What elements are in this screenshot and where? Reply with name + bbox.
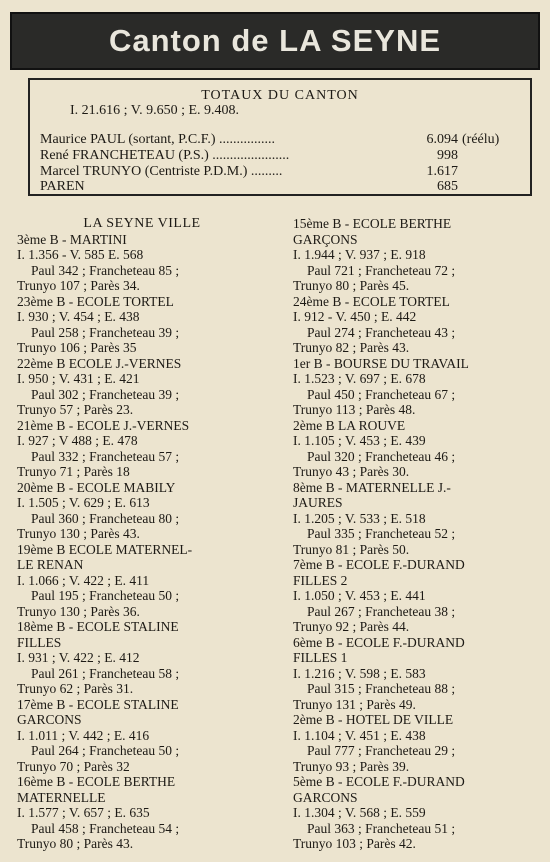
candidate-votes: 6.094 bbox=[426, 132, 458, 147]
result-line: Trunyo 130 ; Parès 43. bbox=[17, 526, 140, 541]
result-line: I. 1.105 ; V. 453 ; E. 439 bbox=[293, 433, 426, 448]
result-line: FILLES 2 bbox=[293, 572, 348, 588]
result-line: 17ème B - ECOLE STALINE bbox=[17, 696, 179, 712]
result-line: I. 1.505 ; V. 629 ; E. 613 bbox=[17, 495, 150, 510]
result-line: Paul 195 ; Francheteau 50 ; bbox=[31, 588, 180, 603]
candidate-votes: 1.617 bbox=[426, 164, 458, 179]
candidate-note: (réélu) bbox=[462, 132, 500, 147]
result-line: LE RENAN bbox=[17, 557, 84, 572]
result-line: Paul 721 ; Francheteau 72 ; bbox=[307, 262, 456, 278]
result-line: Paul 335 ; Francheteau 52 ; bbox=[307, 526, 456, 541]
result-line: GARCONS bbox=[293, 789, 358, 805]
result-line: I. 1.104 ; V. 451 ; E. 438 bbox=[293, 727, 426, 743]
result-line: I. 1.205 ; V. 533 ; E. 518 bbox=[293, 510, 426, 526]
result-line: 7ème B - ECOLE F.-DURAND bbox=[293, 557, 465, 572]
result-line: I. 950 ; V. 431 ; E. 421 bbox=[17, 371, 140, 386]
results-right-column bbox=[293, 216, 543, 852]
result-line: Paul 363 ; Francheteau 51 ; bbox=[307, 820, 456, 836]
result-line: I. 1.523 ; V. 697 ; E. 678 bbox=[293, 371, 426, 386]
result-line: Trunyo 80 ; Parès 43. bbox=[17, 836, 134, 851]
result-line: I. 931 ; V. 422 ; E. 412 bbox=[17, 650, 140, 665]
result-line: Paul 274 ; Francheteau 43 ; bbox=[307, 324, 456, 340]
result-line: 20ème B - ECOLE MABILY bbox=[17, 479, 176, 495]
result-line: Trunyo 131 ; Parès 49. bbox=[293, 696, 416, 712]
result-line: Paul 458 ; Francheteau 54 ; bbox=[31, 820, 180, 836]
result-line: Trunyo 103 ; Parès 42. bbox=[293, 836, 416, 851]
result-line: Paul 302 ; Francheteau 39 ; bbox=[31, 386, 180, 402]
result-line: I. 927 ; V 488 ; E. 478 bbox=[17, 433, 138, 448]
result-line: I. 930 ; V. 454 ; E. 438 bbox=[17, 309, 140, 324]
result-line: GARCONS bbox=[17, 712, 82, 727]
result-line: 8ème B - MATERNELLE J.- bbox=[293, 479, 451, 495]
banner-title: Canton de LA SEYNE bbox=[108, 23, 442, 58]
result-line: Trunyo 106 ; Parès 35 bbox=[17, 340, 137, 355]
result-line: 24ème B - ECOLE TORTEL bbox=[293, 293, 450, 309]
result-line: 1er B - BOURSE DU TRAVAIL bbox=[293, 355, 469, 371]
candidate-name: PAREN bbox=[40, 179, 85, 194]
results-left-column bbox=[17, 216, 267, 852]
candidate-name: René FRANCHETEAU (P.S.) ...................... bbox=[40, 148, 290, 163]
candidate-name: Maurice PAUL (sortant, P.C.F.) ................ bbox=[40, 132, 276, 147]
left-column-lines bbox=[17, 232, 267, 852]
result-line: Trunyo 92 ; Parès 44. bbox=[293, 619, 410, 634]
result-line: GARÇONS bbox=[293, 231, 358, 247]
result-line: Trunyo 81 ; Parès 50. bbox=[293, 541, 410, 557]
result-line: 3ème B - MARTINI bbox=[17, 231, 127, 247]
candidate-votes: 998 bbox=[437, 148, 458, 163]
result-line: FILLES bbox=[17, 634, 62, 650]
result-line: Paul 264 ; Francheteau 50 ; bbox=[31, 743, 180, 758]
result-line: Trunyo 93 ; Parès 39. bbox=[293, 758, 410, 774]
result-line: 21ème B - ECOLE J.-VERNES bbox=[17, 417, 190, 433]
result-line: 19ème B ECOLE MATERNEL- bbox=[17, 541, 193, 557]
result-line: 15ème B - ECOLE BERTHE bbox=[293, 216, 452, 231]
result-line: JAURES bbox=[293, 495, 343, 510]
canton-totals-box bbox=[28, 78, 532, 196]
result-line: Trunyo 71 ; Parès 18 bbox=[17, 464, 130, 479]
result-line: 16ème B - ECOLE BERTHE bbox=[17, 774, 176, 789]
result-line: 18ème B - ECOLE STALINE bbox=[17, 619, 179, 634]
result-line: I. 1.304 ; V. 568 ; E. 559 bbox=[293, 805, 426, 820]
candidate-name: Marcel TRUNYO (Centriste P.D.M.) ......... bbox=[40, 164, 283, 179]
right-column-lines bbox=[293, 216, 543, 852]
column-heading: LA SEYNE VILLE bbox=[83, 216, 201, 231]
canton-banner bbox=[10, 12, 540, 70]
result-line: Paul 261 ; Francheteau 58 ; bbox=[31, 665, 180, 681]
result-line: Trunyo 113 ; Parès 48. bbox=[293, 402, 416, 417]
result-line: Trunyo 57 ; Parès 23. bbox=[17, 402, 134, 417]
result-line: Trunyo 62 ; Parès 31. bbox=[17, 681, 134, 696]
result-line: Paul 258 ; Francheteau 39 ; bbox=[31, 324, 180, 340]
candidate-votes: 685 bbox=[437, 179, 458, 194]
result-line: I. 1.356 - V. 585 E. 568 bbox=[17, 247, 144, 262]
result-line: FILLES 1 bbox=[293, 650, 348, 665]
result-line: Trunyo 130 ; Parès 36. bbox=[17, 603, 140, 619]
result-line: 2ème B LA ROUVE bbox=[293, 417, 406, 433]
result-line: Paul 332 ; Francheteau 57 ; bbox=[31, 448, 180, 464]
candidate-row bbox=[40, 179, 520, 195]
result-line: 5ème B - ECOLE F.-DURAND bbox=[293, 774, 465, 789]
result-line: I. 1.577 ; V. 657 ; E. 635 bbox=[17, 805, 150, 820]
result-line: Paul 267 ; Francheteau 38 ; bbox=[307, 603, 456, 619]
result-line: I. 1.944 ; V. 937 ; E. 918 bbox=[293, 247, 426, 262]
result-line: 23ème B - ECOLE TORTEL bbox=[17, 293, 174, 309]
candidate-row bbox=[40, 164, 520, 180]
totals-heading: TOTAUX DU CANTON bbox=[201, 88, 359, 103]
result-line: Trunyo 70 ; Parès 32 bbox=[17, 758, 130, 774]
result-line: I. 912 - V. 450 ; E. 442 bbox=[293, 309, 417, 324]
candidate-row bbox=[40, 148, 520, 164]
result-line: I. 1.050 ; V. 453 ; E. 441 bbox=[293, 588, 426, 603]
result-line: Paul 320 ; Francheteau 46 ; bbox=[307, 448, 456, 464]
result-line: Trunyo 43 ; Parès 30. bbox=[293, 464, 410, 479]
result-line: Paul 360 ; Francheteau 80 ; bbox=[31, 510, 180, 526]
result-line: 2ème B - HOTEL DE VILLE bbox=[293, 712, 454, 727]
result-line: MATERNELLE bbox=[17, 789, 106, 805]
result-line: 22ème B ECOLE J.-VERNES bbox=[17, 355, 182, 371]
result-line: Trunyo 80 ; Parès 45. bbox=[293, 278, 410, 293]
result-line: Trunyo 107 ; Parès 34. bbox=[17, 278, 140, 293]
result-line: Paul 777 ; Francheteau 29 ; bbox=[307, 743, 456, 758]
candidate-row bbox=[40, 132, 520, 148]
result-line: Paul 450 ; Francheteau 67 ; bbox=[307, 386, 456, 402]
result-line: I. 1.216 ; V. 598 ; E. 583 bbox=[293, 665, 426, 681]
result-line: Paul 342 ; Francheteau 85 ; bbox=[31, 262, 180, 278]
totals-counts: I. 21.616 ; V. 9.650 ; E. 9.408. bbox=[70, 103, 240, 118]
result-line: I. 1.066 ; V. 422 ; E. 411 bbox=[17, 572, 150, 588]
result-line: Trunyo 82 ; Parès 43. bbox=[293, 340, 410, 355]
result-line: I. 1.011 ; V. 442 ; E. 416 bbox=[17, 727, 150, 743]
result-line: Paul 315 ; Francheteau 88 ; bbox=[307, 681, 456, 696]
result-line: 6ème B - ECOLE F.-DURAND bbox=[293, 634, 465, 650]
